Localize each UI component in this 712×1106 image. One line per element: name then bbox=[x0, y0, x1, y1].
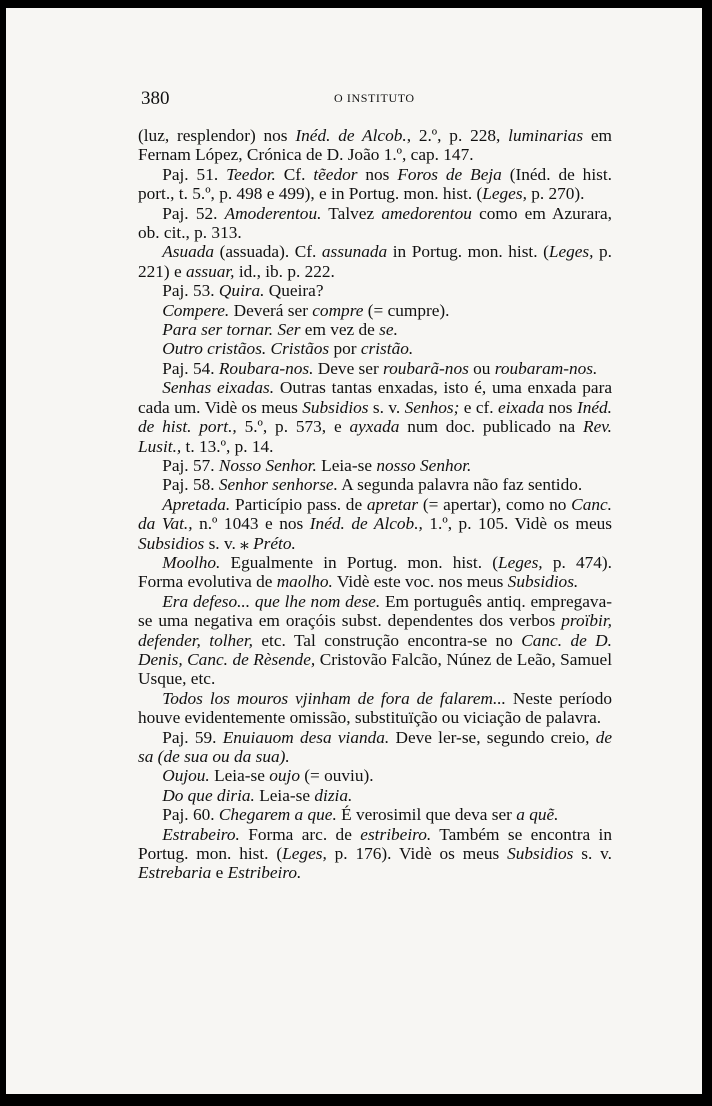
italic-run: Leges, bbox=[282, 844, 327, 864]
text-run: p. 176). Vidè os meus bbox=[326, 844, 508, 864]
italic-run: Préto. bbox=[253, 533, 296, 553]
italic-run: apretar bbox=[366, 494, 419, 514]
italic-run: Era defeso... que lhe nom dese. bbox=[162, 591, 381, 611]
text-run: e cf. bbox=[459, 397, 499, 417]
text-run: Cf. bbox=[275, 164, 314, 184]
text-run: É verosimil que deva ser bbox=[336, 805, 517, 825]
text-run: (= apertar), como no bbox=[418, 494, 572, 514]
italic-run: Teedor. bbox=[226, 164, 276, 184]
paragraph bbox=[138, 359, 612, 378]
italic-run: cristão. bbox=[360, 339, 414, 359]
text-run: (assuada). Cf. bbox=[214, 242, 322, 262]
text-run: (Inéd. de hist. port., t. 5.º, p. 498 e 499), e in Portug. mon. hist. ( bbox=[138, 164, 612, 204]
text-run: Forma arc. de bbox=[239, 824, 361, 844]
text-run: Paj. 53. bbox=[162, 281, 219, 301]
text-run: ou bbox=[468, 358, 495, 378]
paragraph bbox=[138, 456, 612, 475]
italic-run: Canc. da Vat., bbox=[138, 494, 612, 534]
text-run: p. 270). bbox=[526, 184, 585, 204]
italic-run: nosso Senhor. bbox=[376, 455, 472, 475]
paragraph bbox=[138, 553, 612, 592]
italic-run: dizia. bbox=[314, 785, 353, 805]
italic-run: Amoderentou. bbox=[224, 203, 322, 223]
text-run: t. 13.º, p. 14. bbox=[181, 436, 274, 456]
italic-run: roubaram-nos. bbox=[494, 358, 598, 378]
text-run: Talvez bbox=[321, 203, 382, 223]
text-run: Em português antiq. empregava-se uma negativa em oraçóis subst. dependentes dos verbos bbox=[138, 591, 612, 631]
italic-run: proïbir, defender, tolher, bbox=[138, 611, 612, 650]
paragraph bbox=[138, 786, 612, 805]
text-run: Paj. 51. bbox=[162, 164, 227, 184]
paragraph bbox=[138, 339, 612, 358]
italic-run: Inéd. de Alcob. bbox=[295, 126, 407, 145]
italic-run: Oujou. bbox=[162, 766, 210, 786]
text-run: Paj. 59. bbox=[162, 727, 223, 747]
italic-run: Todos los mouros vjinham de fora de falarem... bbox=[162, 688, 506, 708]
italic-run: Subsidios bbox=[507, 844, 574, 864]
paragraph bbox=[138, 165, 612, 204]
italic-run: Enuiauom desa vianda. bbox=[222, 727, 390, 747]
text-run: 1.º, p. 105. Vidè os meus bbox=[422, 514, 612, 534]
italic-run: Moolho. bbox=[162, 552, 221, 572]
italic-run: Leges, bbox=[482, 184, 527, 204]
text-run: Deve ser bbox=[313, 358, 384, 378]
italic-run: Estrabeiro. bbox=[162, 824, 240, 844]
italic-run: Rev. Lusit., bbox=[138, 417, 612, 456]
text-run: nos bbox=[357, 164, 398, 184]
italic-run: Subsidios bbox=[302, 397, 369, 417]
italic-run: Estribeiro. bbox=[227, 863, 302, 883]
paragraph bbox=[138, 126, 612, 165]
italic-run: maolho. bbox=[276, 572, 333, 592]
text-run: , 2.º, p. 228, bbox=[406, 126, 509, 145]
italic-run: Senhas eixadas. bbox=[162, 378, 275, 398]
italic-run: assuar, bbox=[186, 261, 235, 281]
paragraph bbox=[138, 475, 612, 494]
italic-run: Senhor senhorse. bbox=[218, 475, 338, 495]
paragraph bbox=[138, 242, 612, 281]
italic-run: Nosso Senhor. bbox=[218, 455, 317, 475]
italic-run: Para ser tornar. Ser bbox=[162, 320, 301, 340]
italic-run: Subsidios. bbox=[507, 572, 579, 592]
text-run: Egualmente in Portug. mon. hist. ( bbox=[220, 552, 498, 572]
book-page bbox=[6, 8, 702, 1094]
italic-run: estribeiro. bbox=[360, 824, 432, 844]
text-run: (= cumpre). bbox=[363, 300, 450, 320]
text-run: Paj. 54. bbox=[162, 358, 219, 378]
text-run: id., ib. p. 222. bbox=[234, 261, 335, 281]
text-run: Paj. 57. bbox=[162, 455, 219, 475]
italic-run: Asuada bbox=[162, 242, 215, 262]
text-run: Também se encontra in Portug. mon. hist. ( bbox=[138, 824, 612, 864]
italic-run: assunada bbox=[321, 242, 388, 262]
text-run: s. v. bbox=[368, 397, 405, 417]
text-run: in Portug. mon. hist. ( bbox=[387, 242, 549, 262]
italic-run: Canc. de D. Denis, Canc. de Rèsende, bbox=[138, 630, 612, 669]
paragraph bbox=[138, 204, 612, 243]
italic-run: amedorentou bbox=[381, 203, 472, 223]
italic-run: eixada bbox=[498, 397, 545, 417]
page-header bbox=[6, 88, 702, 112]
text-run: Cristovão Falcão, Núnez de Leão, Samuel Usque, etc. bbox=[138, 649, 612, 689]
running-title: O INSTITUTO bbox=[334, 91, 415, 105]
text-run: Deve ler-se, segundo creio, bbox=[389, 727, 596, 747]
paragraph bbox=[138, 728, 612, 767]
italic-run: Outro cristãos. Cristãos bbox=[162, 339, 330, 359]
italic-run: Quira. bbox=[218, 281, 265, 301]
italic-run: Inéd. de Alcob., bbox=[309, 514, 423, 534]
italic-run: se. bbox=[379, 320, 398, 340]
paragraph bbox=[138, 766, 612, 785]
paragraph bbox=[138, 592, 612, 689]
text-run: p. 221) e bbox=[138, 242, 612, 281]
text-run: Neste período houve evidentemente omissão, substituïção ou viciação de palavra. bbox=[138, 688, 612, 728]
italic-run: ayxada bbox=[349, 417, 400, 437]
text-run: A segunda palavra não faz sentido. bbox=[337, 475, 583, 495]
text-run: Vidè este voc. nos meus bbox=[332, 572, 508, 592]
text-run: Paj. 60. bbox=[162, 805, 219, 825]
text-body bbox=[138, 126, 612, 883]
text-run: por bbox=[329, 339, 361, 359]
italic-run: Chegarem a que. bbox=[218, 805, 337, 825]
text-run: Deverá ser bbox=[229, 300, 313, 320]
text-run: num doc. publicado na bbox=[399, 417, 584, 437]
italic-run: Estrebaria bbox=[138, 863, 212, 883]
italic-run: Do que diria. bbox=[162, 785, 255, 805]
text-run: Paj. 52. bbox=[162, 203, 225, 223]
italic-run: compre bbox=[312, 300, 364, 320]
italic-run: oujo bbox=[269, 766, 300, 786]
text-run: (luz, resplendor) nos bbox=[138, 126, 296, 145]
page-number: 380 bbox=[141, 88, 170, 109]
italic-run: a quẽ. bbox=[516, 805, 559, 825]
italic-run: tẽedor bbox=[313, 164, 358, 184]
italic-run: luminarias bbox=[508, 126, 584, 145]
italic-run: roubarã-nos bbox=[383, 358, 469, 378]
italic-run: Leges, bbox=[548, 242, 594, 262]
italic-run: Senhos; bbox=[404, 397, 460, 417]
text-run: Paj. 58. bbox=[162, 475, 219, 495]
text-run: s. v. bbox=[573, 844, 612, 864]
italic-run: Subsidios bbox=[138, 533, 205, 553]
italic-run: Apretada. bbox=[162, 494, 231, 514]
text-run: Outras tantas enxadas, isto é, uma enxada para cada um. Vidè os meus bbox=[138, 378, 612, 417]
text-run: (= ouviu). bbox=[299, 766, 374, 786]
text-run: em Fernam López, Crónica de D. João 1.º, cap. 147. bbox=[138, 126, 612, 165]
italic-run: Leges, bbox=[497, 552, 543, 572]
paragraph bbox=[138, 689, 612, 728]
paragraph bbox=[138, 495, 612, 553]
text-run: Leia-se bbox=[209, 766, 270, 786]
text-run: p. 474). Forma evolutiva de bbox=[138, 552, 612, 592]
text-run: Particípio pass. de bbox=[230, 494, 367, 514]
text-run: etc. Tal construção encontra-se no bbox=[252, 630, 522, 650]
text-run: Leia-se bbox=[254, 785, 315, 805]
text-run: em vez de bbox=[300, 320, 380, 340]
text-run: Queira? bbox=[264, 281, 324, 301]
text-run: Leia-se bbox=[316, 455, 377, 475]
text-run: 5.º, p. 573, e bbox=[236, 417, 350, 437]
paragraph bbox=[138, 320, 612, 339]
paragraph bbox=[138, 281, 612, 300]
paragraph bbox=[138, 825, 612, 883]
text-run: e bbox=[211, 863, 228, 883]
text-run: n.º 1043 e nos bbox=[192, 514, 310, 534]
italic-run: Foros de Beja bbox=[397, 164, 502, 184]
italic-run: Inéd. de hist. port., bbox=[138, 397, 612, 437]
text-run: como em Azurara, ob. cit., p. 313. bbox=[138, 203, 612, 243]
paragraph bbox=[138, 378, 612, 456]
paragraph bbox=[138, 301, 612, 320]
text-run: nos bbox=[544, 397, 577, 417]
paragraph bbox=[138, 805, 612, 824]
italic-run: Compere. bbox=[162, 300, 230, 320]
text-run: s. v. ⁎ bbox=[204, 533, 254, 553]
italic-run: Roubara-nos. bbox=[218, 358, 314, 378]
italic-run: de sa (de sua ou da sua). bbox=[138, 727, 612, 766]
